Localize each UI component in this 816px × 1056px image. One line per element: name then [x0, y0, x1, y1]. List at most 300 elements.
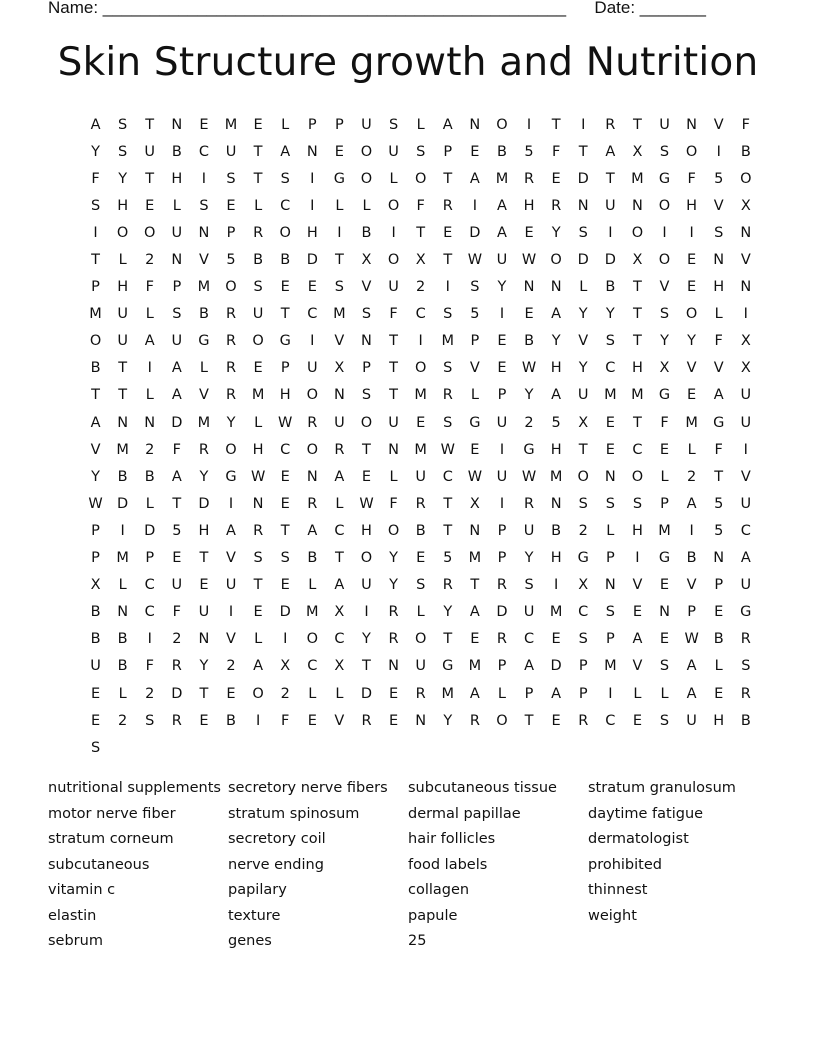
- grid-letter: I: [364, 604, 369, 621]
- grid-letter: U: [740, 577, 752, 594]
- grid-letter: R: [253, 522, 264, 539]
- grid-letter: S: [524, 577, 534, 594]
- grid-letter: E: [199, 577, 209, 594]
- grid-letter: R: [225, 306, 237, 323]
- grid-letter: V: [198, 252, 209, 269]
- grid-letter: A: [334, 468, 345, 485]
- grid-letter: 5: [443, 550, 453, 567]
- grid-letter: L: [714, 306, 723, 323]
- grid-letter: A: [496, 197, 507, 214]
- grid-letter: Y: [443, 712, 453, 729]
- grid-letter: I: [526, 116, 532, 133]
- grid-letter: M: [333, 306, 346, 323]
- grid-letter: E: [632, 712, 642, 729]
- grid-letter: A: [713, 387, 724, 404]
- grid-letter: G: [658, 550, 671, 567]
- grid-letter: I: [581, 116, 586, 133]
- grid-letter: I: [418, 333, 423, 350]
- grid-letter: Y: [551, 333, 561, 350]
- grid-letter: N: [713, 252, 725, 269]
- grid-letter: M: [468, 550, 482, 567]
- grid-letter: D: [604, 252, 616, 269]
- grid-letter: T: [416, 224, 426, 241]
- grid-letter: C: [740, 522, 751, 539]
- grid-letter: S: [632, 495, 643, 512]
- grid-letter: A: [171, 360, 182, 377]
- grid-letter: B: [90, 631, 101, 648]
- grid-letter: O: [225, 441, 237, 458]
- grid-letter: O: [360, 170, 373, 187]
- grid-letter: U: [171, 577, 183, 594]
- grid-letter: T: [443, 631, 453, 648]
- grid-letter: G: [469, 414, 481, 431]
- grid-letter: H: [631, 522, 643, 539]
- grid-letter: O: [89, 333, 102, 350]
- grid-letter: E: [280, 279, 290, 296]
- grid-letter: F: [389, 495, 398, 512]
- grid-letter: M: [197, 279, 211, 296]
- grid-letter: Y: [443, 604, 453, 621]
- grid-letter: T: [199, 550, 209, 567]
- grid-letter: C: [605, 360, 616, 377]
- grid-letter: E: [416, 414, 426, 431]
- grid-letter: D: [171, 685, 183, 702]
- grid-letter: X: [361, 252, 372, 269]
- grid-letter: G: [333, 170, 346, 187]
- grid-letter: S: [145, 712, 155, 729]
- grid-letter: E: [280, 495, 290, 512]
- grid-letter: L: [145, 387, 154, 404]
- grid-letter: 2: [524, 414, 534, 431]
- grid-letter: H: [252, 441, 264, 458]
- grid-letter: S: [443, 360, 453, 377]
- grid-letter: E: [361, 468, 372, 485]
- grid-letter: 2: [145, 252, 155, 269]
- grid-letter: C: [334, 631, 345, 648]
- grid-letter: X: [632, 252, 643, 269]
- grid-letter: S: [659, 306, 670, 323]
- grid-letter: I: [310, 170, 315, 187]
- grid-letter: V: [740, 468, 751, 485]
- grid-letter: E: [497, 333, 507, 350]
- grid-letter: T: [443, 522, 453, 539]
- grid-letter: D: [550, 658, 562, 675]
- grid-letter: B: [307, 550, 318, 567]
- grid-letter: F: [687, 170, 696, 187]
- grid-letter: U: [496, 252, 508, 269]
- grid-letter: D: [469, 224, 481, 241]
- grid-letter: V: [740, 252, 751, 269]
- grid-letter: 2: [578, 522, 588, 539]
- grid-letter: B: [740, 143, 751, 160]
- grid-letter: U: [496, 414, 508, 431]
- grid-letter: S: [361, 387, 372, 404]
- grid-letter: C: [144, 604, 155, 621]
- grid-letter: T: [632, 116, 642, 133]
- grid-letter: 5: [714, 522, 724, 539]
- grid-letter: H: [117, 279, 129, 296]
- page-title: Skin Structure growth and Nutrition: [57, 40, 759, 85]
- grid-letter: G: [279, 333, 291, 350]
- name-label: Name:: [48, 0, 103, 17]
- grid-letter: U: [740, 495, 752, 512]
- grid-letter: O: [306, 631, 318, 648]
- grid-letter: B: [117, 658, 128, 675]
- grid-letter: N: [306, 143, 318, 160]
- grid-letter: N: [577, 197, 589, 214]
- grid-letter: M: [658, 522, 671, 539]
- word-list-item: texture: [228, 907, 281, 924]
- grid-letter: B: [253, 252, 264, 269]
- grid-letter: E: [687, 279, 697, 296]
- grid-letter: L: [687, 441, 696, 458]
- grid-letter: E: [551, 631, 561, 648]
- grid-letter: O: [496, 116, 508, 133]
- grid-letter: W: [440, 441, 455, 458]
- grid-letter: L: [714, 658, 723, 675]
- grid-letter: R: [442, 387, 453, 404]
- grid-letter: U: [659, 116, 670, 133]
- grid-letter: T: [362, 441, 371, 458]
- grid-letter: O: [631, 224, 644, 241]
- grid-letter: T: [253, 143, 263, 160]
- grid-letter: R: [442, 577, 453, 594]
- grid-letter: Y: [578, 306, 588, 323]
- grid-letter: V: [226, 631, 236, 648]
- grid-letter: F: [741, 116, 750, 133]
- grid-letter: B: [280, 252, 291, 269]
- grid-letter: X: [659, 360, 670, 377]
- grid-letter: O: [360, 550, 373, 567]
- grid-letter: V: [334, 712, 345, 729]
- grid-letter: P: [280, 360, 290, 377]
- grid-letter: C: [280, 441, 291, 458]
- grid-letter: M: [549, 604, 563, 621]
- grid-letter: P: [578, 658, 588, 675]
- grid-letter: I: [201, 170, 207, 187]
- grid-letter: 2: [118, 712, 128, 729]
- word-list-item: papilary: [228, 882, 287, 898]
- grid-letter: Y: [199, 658, 209, 675]
- grid-letter: B: [415, 522, 426, 539]
- grid-letter: W: [88, 495, 103, 512]
- grid-letter: U: [496, 468, 508, 485]
- grid-letter: T: [605, 170, 615, 187]
- word-list-item: subcutaneous tissue: [408, 780, 557, 796]
- word-list-item: dermatologist: [588, 831, 689, 847]
- grid-letter: S: [253, 279, 263, 296]
- grid-letter: N: [550, 495, 562, 512]
- grid-letter: R: [307, 414, 318, 431]
- grid-letter: S: [605, 333, 615, 350]
- grid-letter: W: [467, 468, 483, 485]
- grid-letter: E: [659, 441, 670, 458]
- grid-letter: Y: [362, 631, 371, 648]
- grid-letter: C: [307, 306, 318, 323]
- grid-letter: A: [551, 387, 562, 404]
- grid-letter: 2: [145, 441, 155, 458]
- grid-letter: U: [225, 143, 237, 160]
- grid-letter: N: [171, 116, 183, 133]
- grid-letter: E: [659, 631, 670, 648]
- grid-letter: N: [550, 279, 562, 296]
- grid-letter: T: [632, 333, 642, 350]
- grid-letter: E: [334, 143, 344, 160]
- grid-letter: N: [740, 279, 752, 296]
- grid-letter: Y: [524, 550, 534, 567]
- grid-letter: B: [496, 143, 507, 160]
- grid-letter: O: [414, 631, 427, 648]
- grid-letter: N: [604, 468, 616, 485]
- grid-letter: M: [414, 441, 427, 458]
- word-list-item: sebrum: [48, 933, 103, 949]
- grid-letter: E: [551, 170, 561, 187]
- grid-letter: A: [90, 116, 101, 133]
- grid-letter: U: [523, 522, 535, 539]
- grid-letter: M: [197, 414, 211, 431]
- word-list-item: stratum granulosum: [588, 780, 736, 796]
- grid-letter: B: [605, 279, 616, 296]
- grid-letter: L: [254, 631, 263, 648]
- grid-letter: E: [90, 712, 101, 729]
- grid-letter: A: [90, 414, 101, 431]
- grid-letter: P: [605, 631, 615, 648]
- grid-letter: D: [144, 522, 156, 539]
- grid-letter: Y: [578, 360, 588, 377]
- grid-letter: N: [198, 224, 210, 241]
- grid-letter: H: [550, 550, 562, 567]
- grid-letter: O: [360, 414, 373, 431]
- grid-letter: E: [90, 685, 101, 702]
- word-list-item: elastin: [48, 907, 97, 924]
- grid-letter: N: [713, 550, 725, 567]
- grid-letter: 5: [714, 495, 724, 512]
- grid-letter: P: [172, 279, 182, 296]
- grid-letter: V: [632, 577, 643, 594]
- grid-letter: E: [470, 143, 480, 160]
- grid-letter: T: [578, 441, 588, 458]
- grid-letter: V: [632, 658, 643, 675]
- grid-letter: Y: [199, 468, 209, 485]
- grid-letter: O: [550, 252, 562, 269]
- grid-letter: P: [497, 550, 507, 567]
- grid-letter: I: [147, 360, 152, 377]
- grid-letter: F: [551, 143, 561, 160]
- word-list-item: secretory nerve fibers: [228, 780, 388, 796]
- grid-letter: E: [443, 224, 453, 241]
- grid-letter: R: [225, 387, 237, 404]
- grid-letter: 2: [226, 658, 236, 675]
- grid-letter: H: [361, 522, 372, 539]
- grid-letter: C: [144, 577, 155, 594]
- grid-letter: U: [577, 387, 589, 404]
- grid-letter: D: [198, 495, 210, 512]
- grid-letter: E: [145, 197, 155, 214]
- grid-letter: V: [686, 577, 697, 594]
- grid-letter: S: [118, 116, 128, 133]
- grid-letter: O: [414, 360, 427, 377]
- grid-letter: E: [605, 414, 615, 431]
- grid-letter: S: [334, 279, 344, 296]
- grid-letter: E: [659, 577, 670, 594]
- grid-letter: G: [198, 333, 210, 350]
- grid-letter: U: [90, 658, 101, 675]
- grid-letter: D: [117, 495, 129, 512]
- date-blank[interactable]: _______: [639, 0, 706, 17]
- grid-letter: T: [524, 712, 534, 729]
- grid-letter: L: [118, 577, 127, 594]
- grid-letter: M: [441, 685, 455, 702]
- grid-letter: E: [253, 604, 263, 621]
- grid-letter: M: [224, 116, 238, 133]
- grid-letter: H: [713, 279, 725, 296]
- grid-letter: R: [605, 116, 616, 133]
- grid-letter: R: [524, 170, 535, 187]
- grid-letter: U: [605, 197, 616, 214]
- grid-letter: B: [226, 712, 236, 729]
- grid-letter: X: [280, 658, 291, 675]
- grid-letter: E: [632, 604, 642, 621]
- grid-letter: S: [443, 414, 453, 431]
- grid-letter: F: [172, 441, 181, 458]
- grid-letter: T: [578, 143, 588, 160]
- grid-letter: P: [91, 522, 100, 539]
- grid-letter: I: [499, 495, 505, 512]
- grid-letter: O: [387, 197, 400, 214]
- grid-letter: U: [361, 577, 372, 594]
- word-list-item: motor nerve fiber: [48, 805, 176, 822]
- grid-letter: O: [116, 224, 129, 241]
- grid-letter: U: [117, 333, 128, 350]
- grid-letter: E: [416, 550, 426, 567]
- grid-letter: G: [442, 658, 454, 675]
- grid-letter: T: [145, 170, 155, 187]
- grid-letter: L: [145, 495, 154, 512]
- grid-letter: T: [172, 495, 182, 512]
- grid-letter: U: [415, 658, 426, 675]
- grid-letter: I: [716, 143, 721, 160]
- grid-letter: P: [91, 279, 100, 296]
- grid-letter: A: [469, 604, 480, 621]
- grid-letter: U: [523, 604, 535, 621]
- word-list-item: genes: [228, 933, 272, 949]
- grid-letter: P: [470, 333, 480, 350]
- grid-letter: N: [333, 387, 345, 404]
- grid-letter: O: [144, 224, 156, 241]
- grid-letter: D: [306, 252, 318, 269]
- word-list-item: hair follicles: [408, 831, 496, 847]
- grid-letter: E: [714, 604, 724, 621]
- word-list-item: collagen: [408, 882, 470, 898]
- grid-letter: R: [307, 495, 318, 512]
- grid-letter: U: [198, 604, 210, 621]
- grid-letter: D: [577, 252, 589, 269]
- grid-letter: M: [604, 658, 617, 675]
- grid-letter: H: [523, 197, 535, 214]
- grid-letter: M: [441, 333, 455, 350]
- grid-letter: Y: [687, 333, 697, 350]
- grid-letter: S: [280, 170, 290, 187]
- grid-letter: I: [337, 224, 342, 241]
- grid-letter: S: [605, 604, 615, 621]
- grid-letter: N: [117, 414, 129, 431]
- grid-letter: L: [389, 468, 398, 485]
- grid-letter: I: [472, 197, 477, 214]
- grid-letter: N: [469, 116, 481, 133]
- grid-letter: L: [660, 685, 669, 702]
- grid-letter: S: [118, 143, 128, 160]
- grid-letter: R: [415, 495, 426, 512]
- grid-letter: S: [416, 577, 426, 594]
- grid-letter: E: [199, 116, 209, 133]
- grid-letter: P: [362, 360, 371, 377]
- grid-letter: A: [686, 658, 697, 675]
- grid-letter: V: [713, 197, 724, 214]
- grid-letter: N: [361, 333, 372, 350]
- grid-letter: T: [443, 170, 453, 187]
- grid-letter: S: [470, 279, 480, 296]
- grid-letter: E: [524, 224, 534, 241]
- grid-letter: Y: [91, 143, 100, 160]
- grid-letter: N: [415, 712, 427, 729]
- grid-letter: M: [685, 414, 698, 431]
- grid-letter: 5: [172, 522, 182, 539]
- grid-letter: E: [226, 197, 236, 214]
- grid-letter: S: [388, 116, 399, 133]
- grid-letter: Y: [497, 279, 507, 296]
- grid-letter: M: [116, 441, 129, 458]
- grid-letter: T: [389, 387, 398, 404]
- grid-letter: E: [470, 441, 480, 458]
- grid-letter: M: [414, 387, 427, 404]
- grid-letter: M: [604, 387, 617, 404]
- grid-letter: A: [171, 468, 182, 485]
- word-list-item: weight: [588, 907, 637, 924]
- grid-letter: P: [578, 685, 588, 702]
- grid-letter: O: [685, 306, 698, 323]
- grid-letter: D: [496, 604, 508, 621]
- grid-letter: 2: [172, 631, 182, 648]
- grid-letter: A: [469, 170, 480, 187]
- grid-letter: I: [445, 279, 450, 296]
- grid-letter: T: [118, 360, 128, 377]
- grid-letter: X: [469, 495, 480, 512]
- grid-letter: L: [606, 522, 615, 539]
- grid-letter: A: [469, 685, 480, 702]
- grid-letter: I: [120, 522, 125, 539]
- grid-letter: R: [198, 441, 209, 458]
- grid-letter: R: [253, 224, 264, 241]
- grid-letter: I: [689, 522, 694, 539]
- grid-letter: N: [252, 495, 264, 512]
- grid-letter: A: [144, 333, 155, 350]
- grid-letter: R: [740, 631, 751, 648]
- grid-letter: L: [579, 279, 588, 296]
- name-blank[interactable]: _________________________________________________: [102, 0, 567, 17]
- grid-letter: H: [279, 387, 291, 404]
- grid-letter: 5: [524, 143, 534, 160]
- grid-letter: T: [91, 252, 100, 269]
- grid-letter: U: [361, 116, 372, 133]
- grid-letter: O: [496, 712, 508, 729]
- grid-letter: O: [740, 170, 752, 187]
- grid-letter: N: [144, 414, 156, 431]
- grid-letter: A: [740, 550, 751, 567]
- grid-letter: E: [470, 631, 480, 648]
- grid-letter: X: [415, 252, 426, 269]
- word-list-item: nerve ending: [228, 856, 324, 873]
- grid-letter: 2: [145, 685, 155, 702]
